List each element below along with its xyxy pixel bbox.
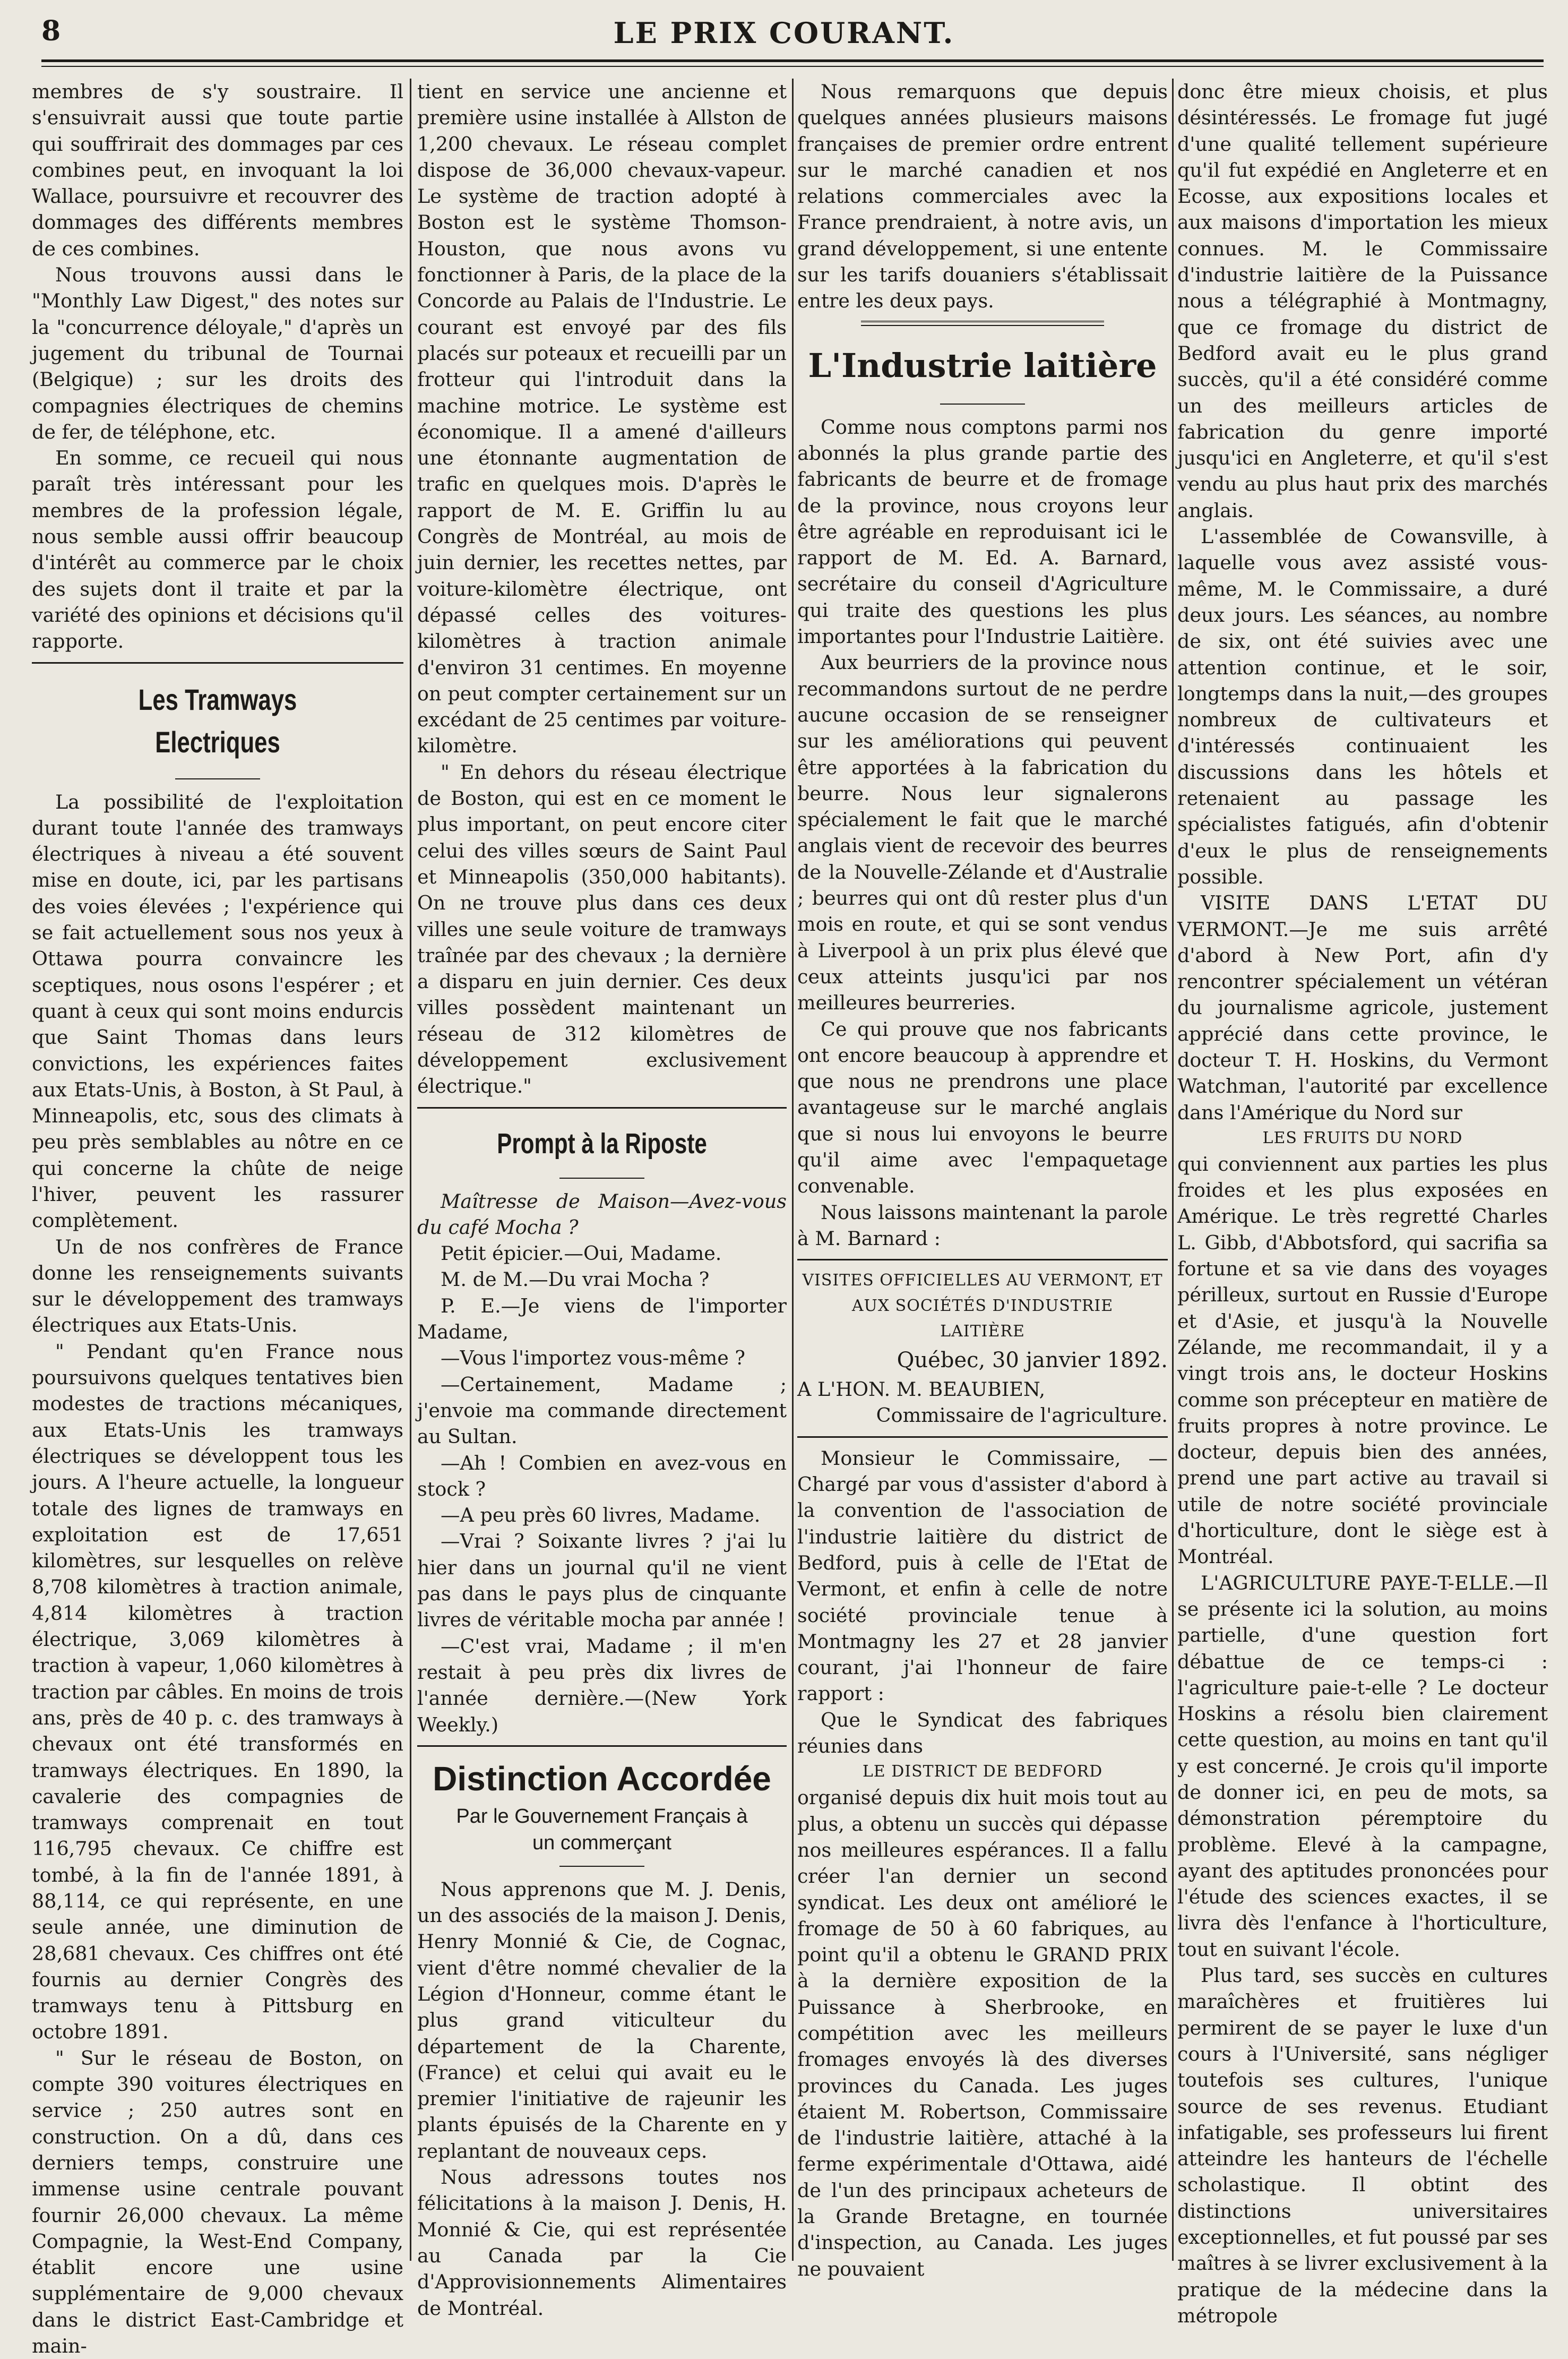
article-title-industrie-laitiere: L'Industrie laitière — [808, 346, 1157, 385]
section-rule — [417, 1107, 787, 1109]
paragraph: Que le Syndicat des fabriques réunies dans — [797, 1708, 1168, 1758]
article-title-distinction: Distinction Accordée — [433, 1759, 771, 1798]
dialogue-line: Maîtresse de Maison—Avez-vous du café Mocha ? — [417, 1189, 787, 1239]
dialogue-line: —A peu près 60 livres, Madame. — [441, 1504, 761, 1527]
dialogue-line: —Vous l'importez vous-même ? — [441, 1346, 745, 1370]
paragraph: donc être mieux choisis, et plus désintéressés. Le fromage fut jugé d'une qualité tellement supérieure qu'il fut expédié en Angleterre et en Ecosse, aux expositions locales et aux maisons d'importation les mieux connues. M. le Commissaire d'industrie laitière de la Puissance nous a télégraphié à Montmagny, que ce fromage du district de Bedford avait eu le plus grand succès, qu'il a été considéré comme un des meilleurs articles de fabrication du genre importé jusqu'ici en Angleterre, et qu'il s'est vendu au plus haut prix des marchés anglais. — [1177, 80, 1548, 522]
run-in-heading: L'AGRICULTURE PAYE-T-ELLE. — [1201, 1571, 1515, 1594]
paragraph: Nous remarquons que depuis quelques années plusieurs maisons françaises de premier ordre entrent sur le marché canadien et nos relations commerciales avec la France prendraient, à notre avis, un grand développement, si une entente sur les tarifs douaniers s'établissait entre les deux pays. — [797, 80, 1168, 313]
double-rule — [861, 321, 1104, 326]
short-rule — [559, 1866, 644, 1867]
short-rule — [175, 778, 260, 779]
paragraph: En somme, ce recueil qui nous paraît très intéressant pour les membres de la profession légale, nous semble aussi offrir beaucoup d'intérêt au commerce par le choix des sujets dont il traite et par la variété des opinions et décisions qu'il rapporte. — [32, 447, 403, 653]
section-rule — [32, 662, 403, 664]
dialogue-line: M. de M.—Du vrai Mocha ? — [441, 1268, 710, 1291]
paragraph: Comme nous comptons parmi nos abonnés la plus grande partie des fabricants de beurre et de fromage de la province, nous croyons leur être agréable en reproduisant ici le rapport de M. Ed. A. Barnard, secrétaire du conseil d'Agriculture qui traite des questions les plus importantes pour l'Industrie Laitière. — [797, 415, 1168, 648]
dialogue-line: Petit épicier.—Oui, Madame. — [441, 1242, 722, 1265]
dateline: Québec, 30 janvier 1892. — [897, 1348, 1168, 1373]
section-rule — [797, 1436, 1168, 1438]
short-rule — [559, 1178, 644, 1179]
paragraph: Nous laissons maintenant la parole à M. Barnard : — [797, 1200, 1168, 1250]
paragraph: " Pendant qu'en France nous poursuivons quelques tentatives bien modestes de tractions mécaniques, aux Etats-Unis les tramways électriques se développent tous les jours. A l'heure actuelle, la longueur totale des lignes de tramways en exploitation est de 17,651 kilomètres, sur lesquelles on relève 8,708 kilomètres à traction animale, 4,814 kilomètres à traction électrique, 3,069 kilomètres à traction à vapeur, 1,060 kilomètres à traction par câbles. En moins de trois ans, près de 40 p. c. des tramways à chevaux ont été transformés en tramways électriques. En 1890, la cavalerie des compagnies de tramways comprenait en tout 116,795 chevaux. Ce chiffre est tombé, à la fin de l'année 1891, à 88,114, ce qui représente, en une seule année, une diminution de 28,681 chevaux. Ces chiffres ont été fournis au dernier Congrès des tramways tenu à Pittsburg en octobre 1891. — [32, 1340, 403, 2044]
run-in-heading: VISITE DANS L'ETAT DU VERMONT. — [1177, 891, 1548, 941]
column-divider — [1172, 79, 1174, 2261]
paragraph: " Sur le réseau de Boston, on compte 390 voitures électriques en service ; 250 autres sont en construction. On a dû, dans ces derniers temps, construire une immense usine centrale pouvant fournir 26,000 chevaux. La même Compagnie, la West-End Company, établit encore une usine supplémentaire de 9,000 chevaux dans le district East-Cambridge et main- — [32, 2046, 403, 2358]
dialogue-line: —Certainement, Madame ; j'envoie ma commande directement au Sultan. — [417, 1372, 787, 1448]
short-rule — [940, 404, 1025, 405]
paragraph: Aux beurriers de la province nous recommandons surtout de ne perdre aucune occasion de se renseigner sur les améliorations qui peuvent être apportées à la fabrication du beurre. Nous leur signalerons spécialement le fait que le marché anglais vient de recevoir des beurres de la Nouvelle-Zélande et d'Australie ; beurres qui ont dû rester plus d'un mois en route, et qui se sont vendus à Liverpool à un prix plus élevé que ceux atteints jusqu'ici par nos meilleures beurreries. — [797, 651, 1168, 1015]
header-rule-thin — [41, 66, 1544, 67]
dialogue-line: P. E.—Je viens de l'importer Madame, — [417, 1294, 787, 1344]
section-heading: VISITES OFFICIELLES AU VERMONT, ET AUX SOCIÉTÉS D'INDUSTRIE — [802, 1271, 1163, 1316]
paragraph: Nous adressons toutes nos félicitations à la maison J. Denis, H. Monnié & Cie, qui est représentée au Canada par la Cie d'Approvisionnements Alimentaires de Montréal. — [417, 2166, 787, 2320]
paragraph: Monsieur le Commissaire, — Chargé par vous d'assister d'abord à la convention de l'association de l'industrie laitière du district de Bedford, puis à celle de l'Etat de Vermont, et enfin à celle de notre société provinciale tenue à Montmagny les 27 et 28 janvier courant, j'ai l'honneur de faire rapport : — [797, 1446, 1168, 1705]
page-header — [0, 0, 1568, 64]
paragraph: Un de nos confrères de France donne les renseignements suivants sur le développement des tramways électriques aux Etats-Unis. — [32, 1235, 403, 1337]
paragraph: membres de s'y soustraire. Il s'ensuivrait aussi que toute partie qui souffrirait des dommages par ces combines peut, en invoquant la loi Wallace, poursuivre et recouvrer des dommages des différents membres de ces combines. — [32, 80, 403, 260]
paragraph: Nous apprenons que M. J. Denis, un des associés de la maison J. Denis, Henry Monnié & Cie, de Cognac, vient d'être nommé chevalier de la Légion d'Honneur, comme étant le plus grand viticulteur du département de la Charente, (France) et celui qui avait eu le premier l'initiative de rajeunir les plants épuisés de la Charente en y replantant de nouveaux ceps. — [417, 1877, 787, 2163]
section-heading: LES FRUITS DU NORD — [1262, 1128, 1463, 1147]
paragraph: La possibilité de l'exploitation durant toute l'année des tramways électriques à niveau a été souvent mise en doute, ici, par les partisans des voies élevées ; l'expérience qui se fait actuellement sous nos yeux à Ottawa pourra convaincre les sceptiques, nous osons l'espérer ; et quant à ceux qui sont moins endurcis que Saint Thomas dans leurs convictions, les expériences faites aux Etats-Unis, à Boston, à St Paul, à Minneapolis, etc, sous des climats à peu près semblables au nôtre en ce qui concerne la chûte de neige l'hiver, peuvent les rassurer complètement. — [32, 790, 403, 1232]
section-heading: LE DISTRICT DE BEDFORD — [862, 1762, 1103, 1781]
column-divider — [410, 79, 411, 2261]
column-1 — [32, 79, 403, 2358]
paragraph: Ce qui prouve que nos fabricants ont encore beaucoup à apprendre et que nous ne prendrons une place avantageuse sur le marché anglais que si nous lui envoyons le beurre qu'il aime avec l'empaquetage convenable. — [797, 1017, 1168, 1198]
paragraph: Nous trouvons aussi dans le "Monthly Law Digest," des notes sur la "concurrence déloyale," d'après un jugement du tribunal de Tournai (Belgique) ; sur les droits des compagnies électriques de chemins de fer, de téléphone, etc. — [32, 263, 403, 443]
article-title-tramways: Les Tramways Electriques — [138, 682, 297, 759]
address-line: Commissaire de l'agriculture. — [876, 1404, 1168, 1427]
section-heading: LAITIÈRE — [940, 1322, 1025, 1341]
masthead-title: LE PRIX COURANT. — [613, 16, 955, 50]
article-subtitle: Par le Gouvernement Français à — [456, 1805, 748, 1828]
paragraph: organisé depuis dix huit mois tout au plus, a obtenu un succès qui dépasse nos meilleures espérances. Il a fallu créer l'an dernier un second syndicat. Les deux ont amélioré le fromage de 50 à 60 fabriques, au point qu'il a obtenu le GRAND PRIX à la dernière exposition de la Puissance à Sherbrooke, en compétition avec les meilleurs fromages envoyés là des diverses provinces du Canada. Les juges étaient M. Robertson, Commissaire de l'industrie laitière, attaché à la ferme expérimentale d'Ottawa, aidé de l'un des principaux acheteurs de la Grande Bretagne, en tournée d'inspection, au Canada. Les juges ne pouvaient — [797, 1786, 1168, 2280]
column-divider — [792, 79, 794, 2261]
header-rule — [41, 59, 1544, 62]
paragraph: qui conviennent aux parties les plus froides et les plus exposées en Amérique. Le très regretté Charles L. Gibb, d'Abbotsford, qui sacrifia sa fortune et sa vie dans des voyages périlleux, surtout en Russie d'Europe et d'Asie, et jusqu'à la Nouvelle Zélande, me recommandait, il y a vingt trois ans, le docteur Hoskins comme son précepteur en matière de fruits propres à notre province. Le docteur, depuis bien des années, prend une part active au travail si utile de notre société provinciale d'horticulture, dont le siège est à Montréal. — [1177, 1152, 1548, 1568]
section-rule — [417, 1745, 787, 1747]
paragraph — [1177, 1570, 1548, 1962]
section-rule — [797, 1259, 1168, 1260]
column-3 — [797, 79, 1168, 2280]
article-title-prompt: Prompt à la Riposte — [497, 1127, 707, 1160]
paragraph: L'assemblée de Cowansville, à laquelle vous avez assisté vous-même, M. le Commissaire, a duré deux jours. Les séances, au nombre de six, ont été suivies avec une attention continue, et le soir, longtemps dans la nuit,—des groupes nombreux de cultivateurs et d'intéressés continuaient les discussions dans les hôtels et retenaient au passage les spécialistes fatigués, afin d'obtenir d'eux le plus de renseignements possible. — [1177, 525, 1548, 888]
paragraph-text: —Je me suis arrêté d'abord à New Port, afin d'y rencontrer spécialement un vétéran du journalisme agricole, justement apprécié dans cette province, le docteur T. H. Hoskins, du Vermont Watchman, l'autorité par excellence dans l'Amérique du Nord sur — [1177, 917, 1548, 1124]
dialogue-line: —Ah ! Combien en avez-vous en stock ? — [417, 1451, 787, 1500]
address-line: A L'HON. M. BEAUBIEN, — [797, 1378, 1046, 1401]
paragraph: Plus tard, ses succès en cultures maraîchères et fruitières lui permirent de se payer le luxe d'un cours à l'Université, sans négliger toutefois ses cultures, l'unique source de ses revenus. Etudiant infatigable, ses professeurs lui firent atteindre les hanteurs de l'échelle scholastique. Il obtint des distinctions universitaires exceptionnelles, et fut poussé par ses maîtres à se livrer exclusivement à la pratique de la médecine dans la métropole — [1177, 1964, 1548, 2327]
paragraph: " En dehors du réseau électrique de Boston, qui est en ce moment le plus important, on peut encore citer celui des villes sœurs de Saint Paul et Minneapolis (350,000 habitants). On ne trouve plus dans ces deux villes une seule voiture de tramways traînée par des chevaux ; la dernière a disparu en juin dernier. Ces deux villes possèdent maintenant un réseau de 312 kilomètres de développement exclusivement électrique." — [417, 760, 787, 1098]
dialogue-line: —Vrai ? Soixante livres ? j'ai lu hier dans un journal qu'il ne vient pas dans le pays plus de cinquante livres de véritable mocha par année ! — [417, 1530, 787, 1632]
dialogue-line: —C'est vrai, Madame ; il m'en restait à peu près dix livres de l'année dernière.—(New York Weekly.) — [417, 1634, 787, 1736]
paragraph-text: —Il se présente ici la solution, au moins partielle, d'une question fort débattue de ce temps-ci : l'agriculture paie-t-elle ? Le docteur Hoskins a résolu bien clairement cette question, au moins en tant qu'il y est concerné. Je crois qu'il importe de donner ici, en peu de mots, sa démonstration péremptoire du problème. Elevé à la campagne, ayant des aptitudes prononcées pour l'étude des sciences exactes, il se livra dès l'enfance à l'horticulture, tout en suivant l'école. — [1177, 1571, 1548, 1961]
page-number: 8 — [41, 15, 61, 47]
column-2 — [417, 79, 787, 2320]
column-4 — [1177, 79, 1548, 2327]
paragraph — [1177, 890, 1548, 1126]
paragraph: tient en service une ancienne et première usine installée à Allston de 1,200 chevaux. Le réseau complet dispose de 36,000 chevaux-vapeur. Le système de traction adopté à Boston est le système Thomson-Houston, que nous avons vu fonctionner à Paris, de la place de la Concorde au Palais de l'Industrie. Le courant est envoyé par des fils placés sur poteaux et recueilli par un frotteur qui l'introduit dans la machine motrice. Le système est économique. Il a amené d'ailleurs une étonnante augmentation de trafic en quelques mois. D'après le rapport de M. E. Griffin lu au Congrès de Montréal, au mois de juin dernier, les recettes nettes, par voiture-kilomètre électrique, ont dépassé celles des voitures-kilomètres à traction animale d'environ 31 centimes. En moyenne on peut compter certainement sur un excédant de 25 centimes par voiture-kilomètre. — [417, 80, 787, 758]
article-subtitle: un commerçant — [532, 1831, 671, 1854]
